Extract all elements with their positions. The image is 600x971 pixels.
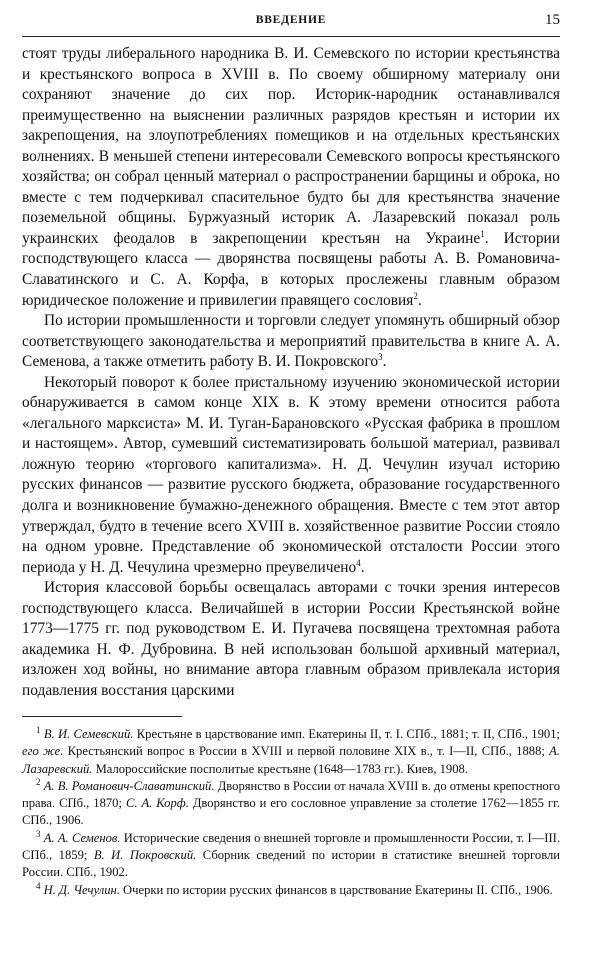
footnote-text: Дворянство и его сословное управление за столетие 1762—1855 гг. СПб., 1906. xyxy=(22,796,560,828)
footnote-author: А. Лазаревский. xyxy=(22,744,560,776)
paragraph-1-mid: . Истории господствующего класса — дворянства посвящены работы А. В. Романовича-Славатинского и С. А. Корфа, в которых прослежены главным образом юридическое положение и привилегии правящего сословия xyxy=(22,229,560,309)
footnote-ref-1[interactable]: 1 xyxy=(480,228,485,239)
footnote-ref-2[interactable]: 2 xyxy=(413,290,418,301)
main-text xyxy=(22,44,560,702)
footnotes xyxy=(22,726,560,899)
footnote-author: С. А. Корф. xyxy=(125,796,189,811)
footnote-text: Сборник сведений по истории в статистике внешней торговли России. СПб., 1902. xyxy=(22,848,560,880)
footnote-4 xyxy=(22,882,560,899)
paragraph-1-text: стоят труды либерального народника В. И. Семевского по истории крестьянства и крестьянского вопроса в XVIII в. По своему обширному материалу они сохраняют значение до сих пор. Историк-народник останавливался преимущественно на выяснении различных разрядов крестьян и истории их закрепощения, на злоупотреблениях помещиков и на отдельных крестьянских волнениях. В меньшей степени интересовали Семевского вопросы крестьянского хозяйства; он собрал ценный материал о распространении барщины и оброка, но вместе с тем подчеркивал спасительное будто бы для крестьянства значение поземельной общины. Буржуазный историк А. Лазаревский показал роль украинских феодалов в закрепощении крестьян на Украине xyxy=(22,45,560,247)
footnote-number: 2 xyxy=(36,776,41,787)
footnote-author: А. А. Семенов. xyxy=(43,830,121,845)
paragraph-3-end: . xyxy=(360,558,365,576)
footnote-number: 1 xyxy=(36,724,41,735)
running-header xyxy=(22,14,560,36)
footnote-1 xyxy=(22,726,560,778)
paragraph-3-text: Некоторый поворот к более пристальному изучению экономической истории обнаруживается в самом конце XIX в. К этому времени относится работа «легального марксиста» М. И. Туган-Барановского «Русская фабрика в прошлом и настоящем». Автор, сумевший систематизировать большой материал, развивал ложную теорию «торгового капитализма». Н. Д. Чечулин изучал историю русских финансов — развитие русского бюджета, образование государственного долга и возникновение бумажно-денежного обращения. Вместе с тем этот автор утверждал, будто в течение всего XVIII в. хозяйственное развитие России стояло на одном уровне. Представление об экономической отсталости России этого периода у Н. Д. Чечулина чрезмерно преувеличено xyxy=(22,373,560,576)
footnote-text: Очерки по истории русских финансов в царствование Екатерины II. СПб., 1906. xyxy=(119,882,553,897)
footnote-text: Исторические сведения о внешней торговле и промышленности России, т. I—III. СПб., 1859; xyxy=(22,830,561,863)
footnote-author: А. В. Романович-Славатинский. xyxy=(43,778,215,793)
footnote-author: В. И. Покровский. xyxy=(93,848,197,863)
paragraph-1 xyxy=(22,44,560,311)
paragraph-2-end: . xyxy=(382,353,387,371)
footnote-ref-4[interactable]: 4 xyxy=(356,557,361,568)
footnote-author: Н. Д. Чечулин. xyxy=(43,882,120,897)
paragraph-3 xyxy=(22,373,560,578)
paragraph-2-text: По истории промышленности и торговли следует упомянуть обширный обзор соответствующего законодательства и мероприятий правительства в книге А. А. Семенова, а также отметить работу В. И. Покровского xyxy=(22,312,560,371)
footnote-number: 4 xyxy=(36,880,41,891)
paragraph-1-end: . xyxy=(417,291,422,309)
footnote-author: его же. xyxy=(22,744,64,759)
header-rule xyxy=(22,36,560,37)
footnote-text: Крестьянский вопрос в России в XVIII и первой половине XIX в., т. I—II, СПб., 1888; xyxy=(63,744,550,759)
paragraph-4 xyxy=(22,578,560,701)
footnote-text: Крестьяне в царствование имп. Екатерины II, т. I. СПб., 1881; т. II, СПб., 1901; xyxy=(133,727,560,741)
footnote-rule xyxy=(22,716,182,717)
paragraph-2 xyxy=(22,311,560,373)
footnote-number: 3 xyxy=(36,828,41,839)
footnote-2 xyxy=(22,778,560,830)
paragraph-4-text: История классовой борьбы освещалась авторами с точки зрения интересов господствующего класса. Величайшей в истории России Крестьянской войне 1773—1775 гг. под руководством Е. И. Пугачева посвящена трехтомная работа академика Н. Ф. Дубровина. В ней использован большой архивный материал, изложен ход войны, но внимание автора главным образом привлекала история подавления восстания царскими xyxy=(22,579,560,699)
running-header-title: ВВЕДЕНИЕ xyxy=(255,14,327,26)
footnote-ref-3[interactable]: 3 xyxy=(378,352,383,363)
footnote-3 xyxy=(22,830,560,882)
footnote-text: Дворянство в России от начала XVIII в. до отмены крепостного права. СПб., 1870; xyxy=(22,778,561,811)
footnote-text: Малороссийские посполитые крестьяне (1648—1783 гг.). Киев, 1908. xyxy=(92,761,468,776)
footnote-author: В. И. Семевский. xyxy=(43,727,134,741)
page-number: 15 xyxy=(545,12,560,28)
